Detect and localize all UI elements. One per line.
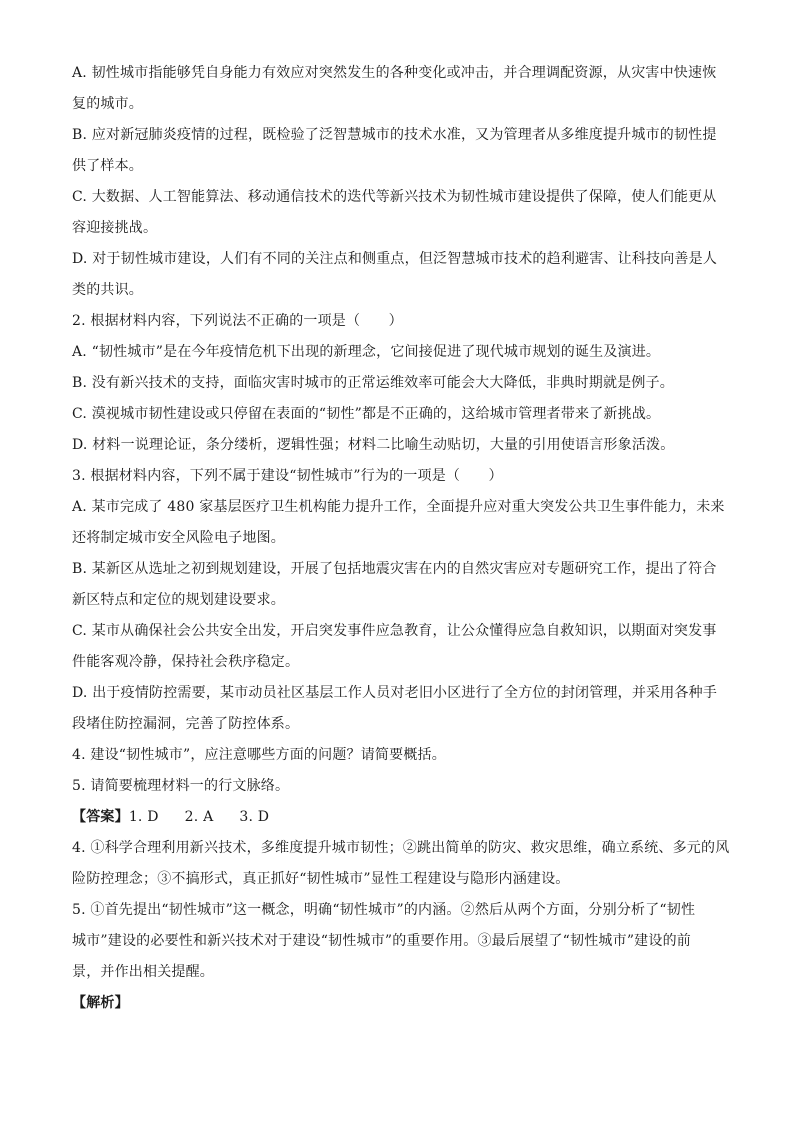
q3-option-d-line2: 段堵住防控漏洞，完善了防控体系。: [72, 716, 300, 732]
analysis-tag: 【解析】: [72, 995, 129, 1011]
q1-option-d-line2: 类的共识。: [72, 282, 143, 298]
q3-option-a-line2: 还将制定城市安全风险电子地图。: [72, 530, 285, 546]
answer-q4-line2: 险防控理念；③不搞形式，真正抓好“韧性城市”显性工程建设与隐形内涵建设。: [72, 871, 570, 887]
answer-1: 1. D: [128, 809, 159, 825]
q2-option-a: A. “韧性城市”是在今年疫情危机下出现的新理念，它间接促进了现代城市规划的诞生及演进。: [72, 344, 661, 360]
q1-option-b-line1: B. 应对新冠肺炎疫情的过程，既检验了泛智慧城市的技术水准，又为管理者从多维度提升城市的韧性提: [72, 127, 717, 143]
q1-option-a-line1: A. 韧性城市指能够凭自身能力有效应对突然发生的各种变化或冲击，并合理调配资源，从灾害中快速恢: [72, 65, 717, 81]
q3-option-c-line2: 件能客观冷静，保持社会秩序稳定。: [72, 654, 300, 670]
answer-q4-line1: 4. ①科学合理利用新兴技术，多维度提升城市韧性；②跳出简单的防灾、救灾思维，确立系统、多元的风: [72, 840, 730, 856]
q3-option-b-line2: 新区特点和定位的规划建设要求。: [72, 592, 285, 608]
q1-option-d-line1: D. 对于韧性城市建设，人们有不同的关注点和侧重点，但泛智慧城市技术的趋利避害、让科技向善是人: [72, 251, 718, 267]
answer-q5-line2: 城市”建设的必要性和新兴技术对于建设“韧性城市”的重要作用。③最后展望了“韧性城市”建设的前: [72, 933, 691, 949]
q3-option-d-line1: D. 出于疫情防控需要，某市动员社区基层工作人员对老旧小区进行了全方位的封闭管理，并采用各种手: [72, 685, 718, 701]
q4-stem: 4. 建设“韧性城市”，应注意哪些方面的问题？请简要概括。: [72, 747, 446, 763]
q2-stem: 2. 根据材料内容，下列说法不正确的一项是（ ）: [72, 313, 403, 329]
answer-3: 3. D: [239, 809, 270, 825]
answer-q5-line1: 5. ①首先提出“韧性城市”这一概念，明确“韧性城市”的内涵。②然后从两个方面，分别分析了“韧性: [72, 902, 696, 918]
document-page: [72, 58, 730, 1019]
q1-option-a-line2: 复的城市。: [72, 96, 143, 112]
q2-option-c: C. 漠视城市韧性建设或只停留在表面的“韧性”都是不正确的，这给城市管理者带来了新挑战。: [72, 406, 661, 422]
answer-summary: [72, 802, 722, 833]
q3-option-c-line1: C. 某市从确保社会公共安全出发，开启突发事件应急教育，让公众懂得应急自救知识，以期面对突发事: [72, 623, 717, 639]
q1-option-b-line2: 供了样本。: [72, 158, 143, 174]
answer-2: 2. A: [184, 809, 214, 825]
q3-stem: 3. 根据材料内容，下列不属于建设“韧性城市”行为的一项是（ ）: [72, 468, 503, 484]
analysis-heading: [72, 988, 722, 1019]
q2-option-b: B. 没有新兴技术的支持，面临灾害时城市的正常运维效率可能会大大降低，非典时期就是例子。: [72, 375, 674, 391]
q3-option-a-line1: A. 某市完成了 480 家基层医疗卫生机构能力提升工作，全面提升应对重大突发公共卫生事件能力，未来: [72, 499, 725, 515]
q1-option-c-line1: C. 大数据、人工智能算法、移动通信技术的迭代等新兴技术为韧性城市建设提供了保障，使人们能更从: [72, 189, 717, 205]
q3-option-b-line1: B. 某新区从选址之初到规划建设，开展了包括地震灾害在内的自然灾害应对专题研究工作，提出了符合: [72, 561, 717, 577]
answer-q5-line3: 景，并作出相关提醒。: [72, 964, 214, 980]
answer-tag: 【答案】: [72, 809, 129, 825]
q5-stem: 5. 请简要梳理材料一的行文脉络。: [72, 778, 290, 794]
q2-option-d: D. 材料一说理论证，条分缕析，逻辑性强；材料二比喻生动贴切，大量的引用使语言形象活泼。: [72, 437, 675, 453]
q1-option-c-line2: 容迎接挑战。: [72, 220, 158, 236]
